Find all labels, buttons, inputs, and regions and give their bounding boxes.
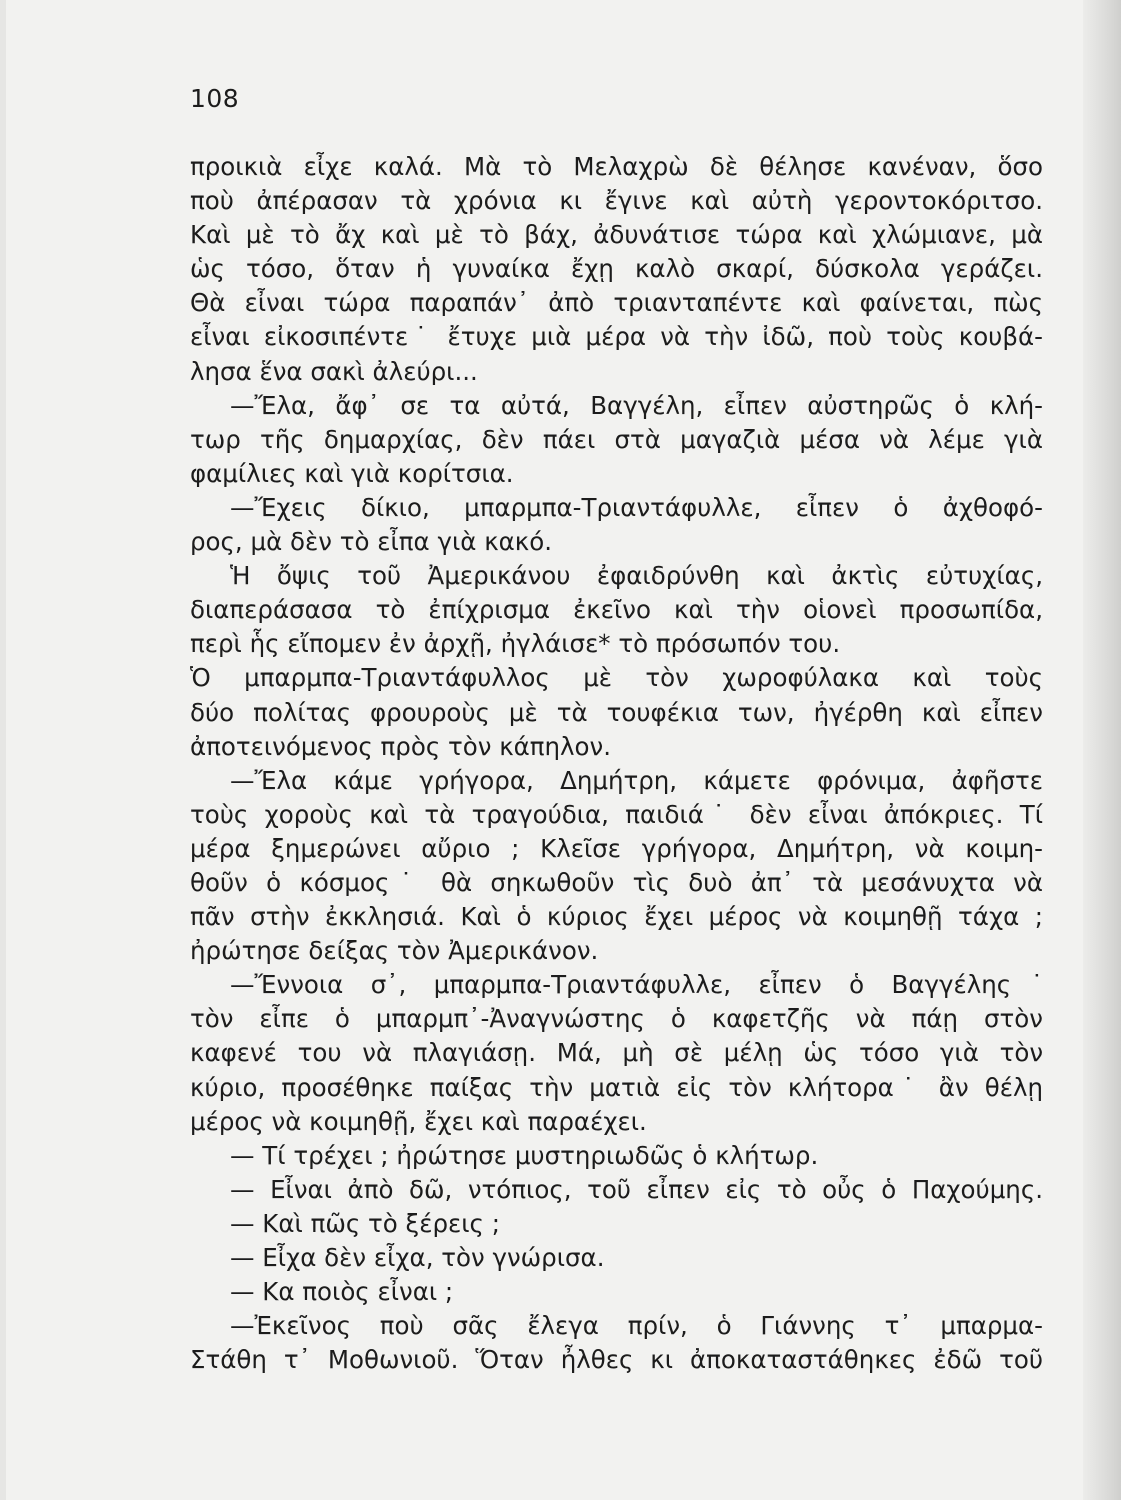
text-line: Καὶ μὲ τὸ ἄχ καὶ μὲ τὸ βάχ, ἀδυνάτισε τώρα καὶ χλώμιανε, μὰ <box>190 220 1043 250</box>
text-line: διαπεράσασα τὸ ἐπίχρισμα ἐκεῖνο καὶ τὴν οἱονεὶ προσωπίδα, <box>190 595 1043 625</box>
text-line: Στάθη τ᾿ Μοθωνιοῦ. Ὅταν ἦλθες κι ἀποκαταστάθηκες ἐδῶ τοῦ <box>190 1345 1043 1375</box>
text-line: — Εἶναι ἀπὸ δῶ, ντόπιος, τοῦ εἶπεν εἰς τὸ οὖς ὁ Παχούμης. <box>230 1174 1043 1204</box>
text-line: ἀποτεινόμενος πρὸς τὸν κάπηλον. <box>190 731 612 761</box>
text-line: —Ἐκεῖνος ποὺ σᾶς ἔλεγα πρίν, ὁ Γιάννης τ᾿ μπαρμα- <box>230 1311 1043 1341</box>
text-line: λησα ἕνα σακὶ ἀλεύρι... <box>190 356 478 386</box>
text-line: —Ἔλα, ἄφ᾿ σε τα αὐτά, Βαγγέλη, εἶπεν αὐστηρῶς ὁ κλή- <box>230 390 1043 420</box>
page-gutter-shadow <box>1083 0 1121 1500</box>
text-line: ποὺ ἀπέρασαν τὰ χρόνια κι ἔγινε καὶ αὐτὴ γεροντοκόριτσο. <box>190 186 1043 216</box>
text-line: — Κα ποιὸς εἶναι ; <box>230 1277 454 1307</box>
text-line: περὶ ἧς εἴπομεν ἐν ἀρχῇ, ἠγλάισε* τὸ πρόσωπόν του. <box>190 629 841 659</box>
text-line: — Εἶχα δὲν εἶχα, τὸν γνώρισα. <box>230 1243 605 1272</box>
text-line: καφενέ του νὰ πλαγιάσῃ. Μά, μὴ σὲ μέλῃ ὡς τόσο γιὰ τὸν <box>190 1038 1043 1068</box>
text-line: τωρ τῆς δημαρχίας, δὲν πάει στὰ μαγαζιὰ μέσα νὰ λέμε γιὰ <box>190 424 1043 454</box>
text-line: Ἡ ὄψις τοῦ Ἀμερικάνου ἐφαιδρύνθη καὶ ἀκτὶς εὐτυχίας, <box>230 561 1043 591</box>
text-line: δύο πολίτας φρουροὺς μὲ τὰ τουφέκια των, ἠγέρθη καὶ εἶπεν <box>190 697 1043 727</box>
page-number: 108 <box>190 84 240 113</box>
text-line: Θὰ εἶναι τώρα παραπάν᾿ ἀπὸ τριανταπέντε καὶ φαίνεται, πὼς <box>190 288 1043 318</box>
text-line: Ὁ μπαρμπα-Τριαντάφυλλος μὲ τὸν χωροφύλακα καὶ τοὺς <box>190 663 1043 693</box>
text-line: ὡς τόσο, ὅταν ἡ γυναίκα ἔχῃ καλὸ σκαρί, δύσκολα γεράζει. <box>190 254 1043 284</box>
text-line: μέρα ξημερώνει αὔριο ; Κλεῖσε γρήγορα, Δημήτρη, νὰ κοιμη- <box>190 833 1043 863</box>
text-line: — Καὶ πῶς τὸ ξέρεις ; <box>230 1208 500 1238</box>
text-line: ἠρώτησε δείξας τὸν Ἀμερικάνον. <box>190 936 599 966</box>
text-line: — Τί τρέχει ; ἠρώτησε μυστηριωδῶς ὁ κλήτωρ. <box>230 1140 819 1170</box>
text-line: ρος, μὰ δὲν τὸ εἶπα γιὰ κακό. <box>190 527 553 557</box>
text-line: πᾶν στὴν ἐκκλησιά. Καὶ ὁ κύριος ἔχει μέρος νὰ κοιμηθῇ τάχα ; <box>190 902 1043 932</box>
text-line: —Ἔλα κάμε γρήγορα, Δημήτρη, κάμετε φρόνιμα, ἀφῆστε <box>230 765 1043 795</box>
text-line: τοὺς χοροὺς καὶ τὰ τραγούδια, παιδιά˙ δὲν εἶναι ἀπόκριες. Τί <box>190 799 1043 829</box>
text-line: κύριο, προσέθηκε παίξας τὴν ματιὰ εἰς τὸν κλήτορα˙ ἂν θέλῃ <box>190 1072 1043 1102</box>
text-line: θοῦν ὁ κόσμος˙ θὰ σηκωθοῦν τὶς δυὸ ἀπ᾿ τὰ μεσάνυχτα νὰ <box>190 867 1043 897</box>
text-line: φαμίλιες καὶ γιὰ κορίτσια. <box>190 458 514 488</box>
text-line: εἶναι εἰκοσιπέντε˙ ἔτυχε μιὰ μέρα νὰ τὴν ἰδῶ, ποὺ τοὺς κουβά- <box>190 322 1043 352</box>
text-line: τὸν εἶπε ὁ μπαρμπ᾿-Ἀναγνώστης ὁ καφετζῆς νὰ πάῃ στὸν <box>190 1004 1043 1034</box>
text-line: προικιὰ εἶχε καλά. Μὰ τὸ Μελαχρὼ δὲ θέλησε κανέναν, ὅσο <box>190 152 1043 181</box>
body-text <box>190 150 1043 1377</box>
text-line: —Ἔννοια σ᾿, μπαρμπα-Τριαντάφυλλε, εἶπεν ὁ Βαγγέλης˙ <box>230 970 1043 1000</box>
text-line: —Ἔχεις δίκιο, μπαρμπα-Τριαντάφυλλε, εἶπεν ὁ ἀχθοφό- <box>230 492 1043 522</box>
page-edge-left <box>0 0 6 1500</box>
text-line: μέρος νὰ κοιμηθῇ, ἔχει καὶ παραέχει. <box>190 1106 647 1136</box>
